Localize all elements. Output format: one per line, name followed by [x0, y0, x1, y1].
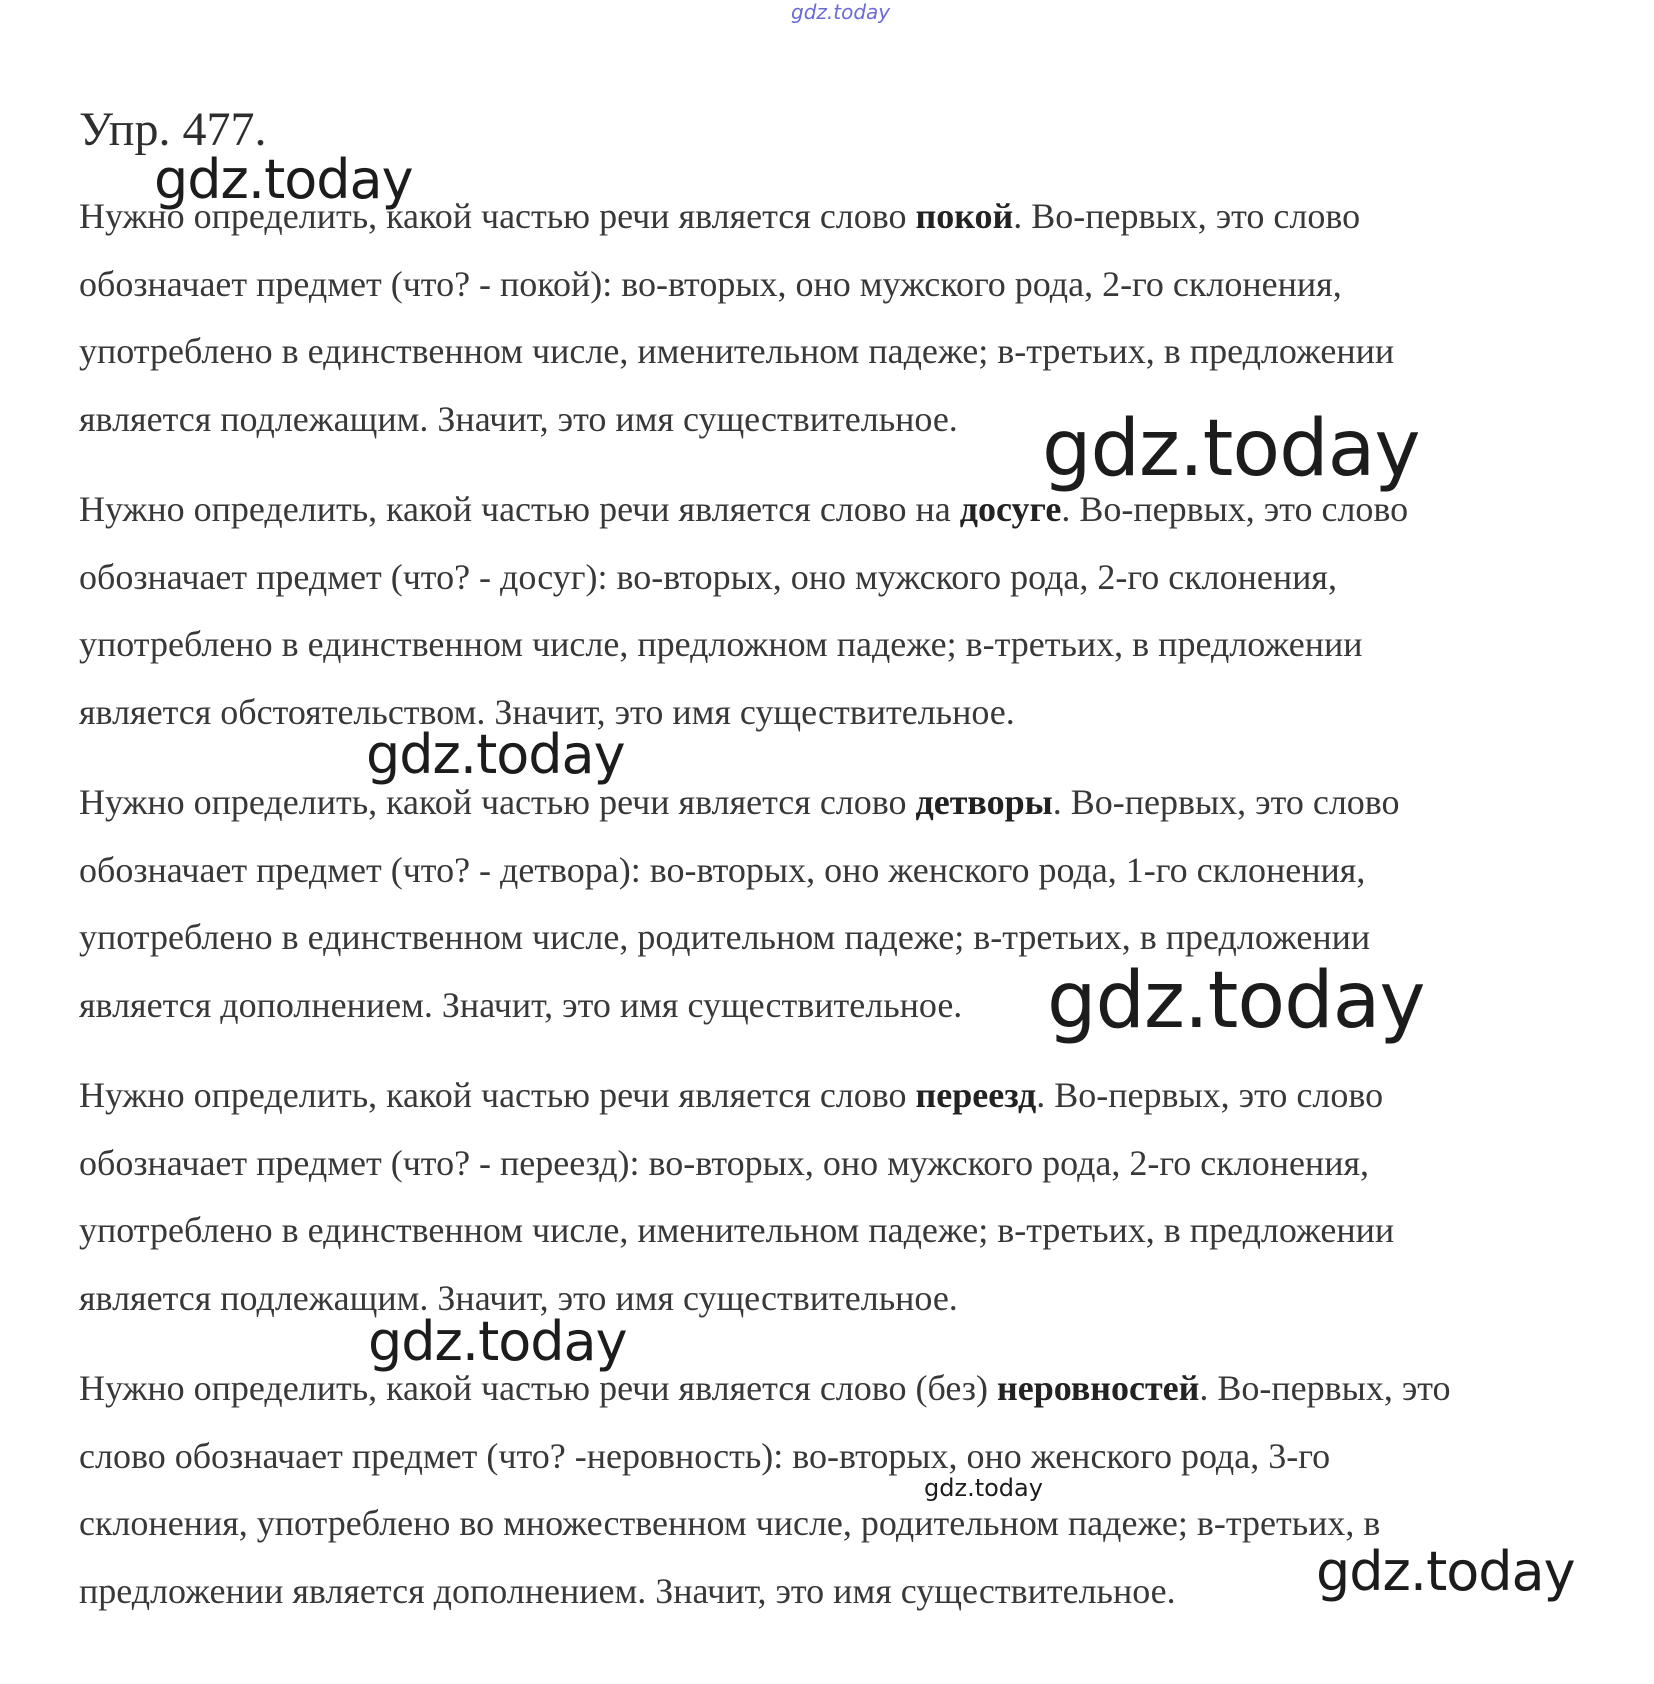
line-text: употреблено в единственном числе, родительном падеже; в-третьих, в предложении	[79, 917, 1371, 957]
line-text: обозначает предмет (что? - переезд): во-вторых, оно мужского рода, 2-го склонения,	[79, 1142, 1370, 1183]
highlighted-word: неровностей	[996, 1368, 1200, 1408]
line-text: . Во-первых, это слово	[1061, 489, 1409, 529]
exercise-title: Упр. 477.	[79, 103, 267, 156]
line-text: является дополнением. Значит, это имя существительное.	[79, 984, 963, 1025]
paragraph-line	[79, 769, 1599, 837]
line-text: обозначает предмет (что? - покой): во-вторых, оно мужского рода, 2-го склонения,	[79, 263, 1342, 304]
paragraph-line	[79, 318, 1599, 386]
paragraph-line	[79, 679, 1599, 747]
line-text: является обстоятельством. Значит, это имя существительное.	[79, 691, 1015, 732]
line-text: . Во-первых, это слово	[1036, 1075, 1384, 1115]
watermark: gdz.today	[366, 723, 625, 786]
paragraph-line	[79, 1355, 1599, 1423]
highlighted-word: переезд	[915, 1075, 1037, 1115]
line-text: склонения, употреблено во множественном числе, родительном падеже; в-третьих, в	[79, 1503, 1381, 1543]
watermark-top: gdz.today	[791, 0, 891, 24]
paragraph-line	[79, 611, 1599, 679]
line-text: Нужно определить, какой частью речи является слово	[79, 196, 916, 236]
watermark: gdz.today	[154, 148, 413, 211]
paragraph-line	[79, 1062, 1599, 1130]
line-text: является подлежащим. Значит, это имя существительное.	[79, 398, 958, 439]
line-text: употреблено в единственном числе, предложном падеже; в-третьих, в предложении	[79, 624, 1363, 664]
paragraph-line	[79, 1130, 1599, 1198]
highlighted-word: детворы	[915, 782, 1053, 822]
paragraph-line	[79, 837, 1599, 905]
line-text: употреблено в единственном числе, именительном падеже; в-третьих, в предложении	[79, 1210, 1395, 1250]
line-text: обозначает предмет (что? - детвора): во-вторых, оно женского рода, 1-го склонения,	[79, 849, 1366, 890]
watermark: gdz.today	[368, 1310, 627, 1373]
line-text: . Во-первых, это слово	[1013, 196, 1361, 236]
line-text: Нужно определить, какой частью речи является слово	[79, 1075, 916, 1115]
line-text: . Во-первых, это	[1199, 1368, 1451, 1408]
line-text: употреблено в единственном числе, именительном падеже; в-третьих, в предложении	[79, 331, 1395, 371]
watermark: gdz.today	[924, 1474, 1043, 1502]
paragraph-4	[79, 1062, 1599, 1332]
watermark: gdz.today	[1042, 404, 1420, 494]
line-text: Нужно определить, какой частью речи является слово на	[79, 489, 960, 529]
paragraph-line	[79, 1197, 1599, 1265]
paragraph-line	[79, 1265, 1599, 1333]
watermark: gdz.today	[1047, 956, 1425, 1046]
paragraph-line	[79, 251, 1599, 319]
line-text: является подлежащим. Значит, это имя существительное.	[79, 1277, 958, 1318]
highlighted-word: досуге	[959, 489, 1062, 529]
paragraph-line	[79, 1423, 1599, 1491]
paragraph-line	[79, 544, 1599, 612]
line-text: слово обозначает предмет (что? -неровность): во-вторых, оно женского рода, 3-го	[79, 1435, 1331, 1476]
line-text: Нужно определить, какой частью речи является слово (без)	[79, 1368, 997, 1408]
watermark: gdz.today	[1316, 1540, 1575, 1603]
line-text: . Во-первых, это слово	[1052, 782, 1400, 822]
line-text: обозначает предмет (что? - досуг): во-вторых, оно мужского рода, 2-го склонения,	[79, 556, 1337, 597]
line-text: предложении является дополнением. Значит, это имя существительное.	[79, 1570, 1176, 1611]
line-text: Нужно определить, какой частью речи является слово	[79, 782, 916, 822]
paragraph-2	[79, 476, 1599, 746]
highlighted-word: покой	[915, 196, 1014, 236]
